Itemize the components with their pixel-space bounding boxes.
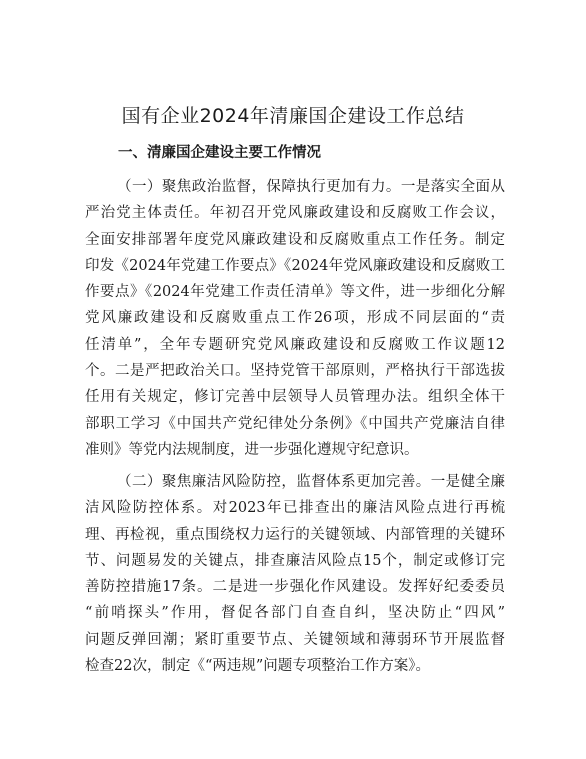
paragraph-line: 检查22次，制定《“两违规”问题专项整治工作方案》。 <box>85 658 431 675</box>
paragraph-line: 作要点》《2024年党建工作责任清单》等文件，进一步细化分解 <box>85 284 505 301</box>
paragraph-line: 全面安排部署年度党风廉政建设和反腐败重点工作任务。制定 <box>85 231 505 248</box>
paragraph-line: （二）聚焦廉洁风险防控，监督体系更加完善。一是健全廉 <box>117 474 505 490</box>
paragraph-2 <box>85 469 505 679</box>
document-title: 国有企业2024年清廉国企建设工作总结 <box>121 105 465 127</box>
paragraph-line: 严治党主体责任。年初召开党风廉政建设和反腐败工作会议， <box>85 205 505 222</box>
paragraph-line: 问题反弹回潮；紧盯重要节点、关键领域和薄弱环节开展监督 <box>85 631 505 648</box>
paragraph-line: 任用有关规定，修订完善中层领导人员管理办法。组织全体干 <box>85 389 505 406</box>
paragraph-line: 任清单”，全年专题研究党风廉政建设和反腐败工作议题12 <box>85 336 505 353</box>
paragraph-line: 洁风险防控体系。对2023年已排查出的廉洁风险点进行再梳 <box>85 500 505 517</box>
paragraph-line: 善防控措施17条。二是进一步强化作风建设。发挥好纪委委员 <box>85 579 505 596</box>
paragraph-line: 个。二是严把政治关口。坚持党管干部原则，严格执行干部选拔 <box>85 363 505 380</box>
paragraph-line: 节、问题易发的关键点，排查廉洁风险点15个，制定或修订完 <box>85 552 505 569</box>
section-heading: 一、清廉国企建设主要工作情况 <box>118 145 321 161</box>
paragraph-line: “前哨探头”作用，督促各部门自查自纠，坚决防止“四风” <box>85 605 505 622</box>
paragraph-1 <box>85 174 505 463</box>
paragraph-line: 准则》等党内法规制度，进一步强化遵规守纪意识。 <box>85 441 419 458</box>
paragraph-line: （一）聚焦政治监督，保障执行更加有力。一是落实全面从 <box>117 179 505 195</box>
paragraph-line: 印发《2024年党建工作要点》《2024年党风廉政建设和反腐败工 <box>85 257 505 274</box>
paragraph-line: 部职工学习《中国共产党纪律处分条例》《中国共产党廉洁自律 <box>85 415 505 432</box>
paragraph-line: 理、再检视，重点围绕权力运行的关键领域、内部管理的关键环 <box>85 526 505 543</box>
paragraph-line: 党风廉政建设和反腐败重点工作26项，形成不同层面的“责 <box>85 310 505 327</box>
